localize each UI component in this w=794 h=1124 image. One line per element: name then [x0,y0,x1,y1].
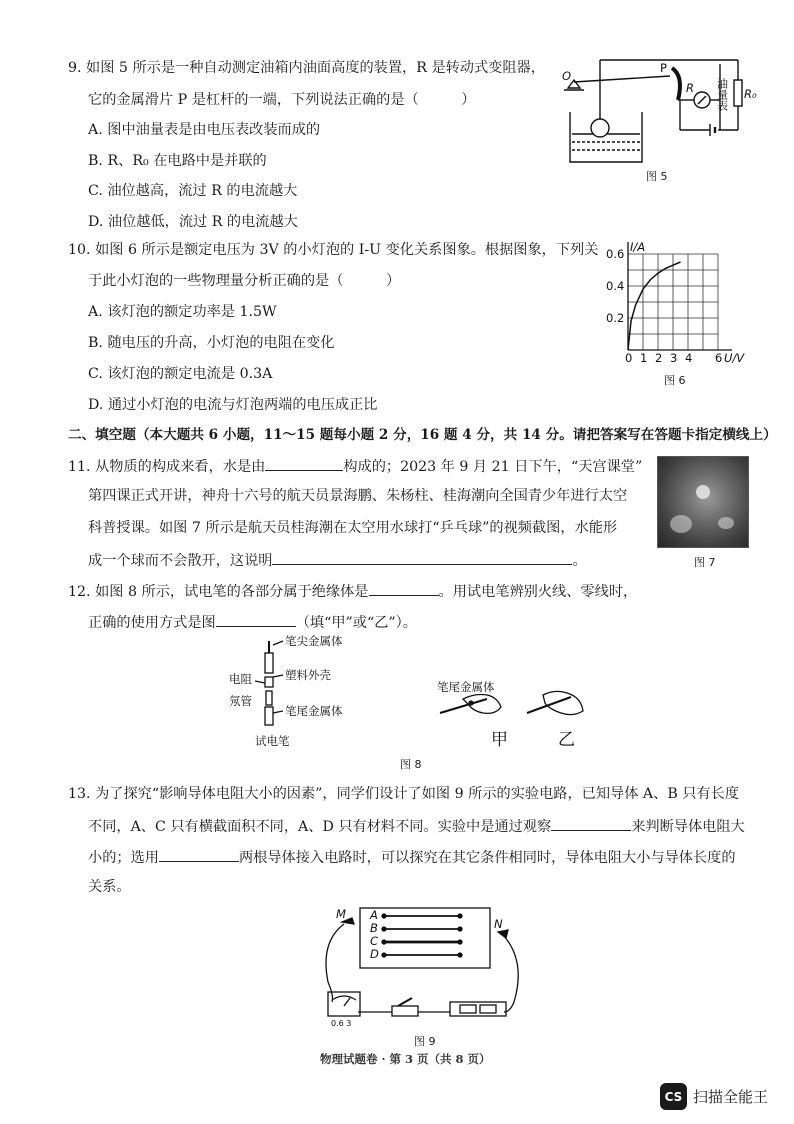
q9-stem-line2: 它的金属滑片 P 是杠杆的一端，下列说法正确的是（ ） [88,92,476,108]
q13-line2 [88,815,745,837]
q10-stem-line1: 10. 如图 6 所示是额定电压为 3V 的小灯泡的 I-U 变化关系图象。根据图象，下列关 [68,242,599,258]
fig8-label-yi: 乙 [558,730,575,750]
fig9-label-b: B [370,921,378,935]
page-footer: 物理试题卷 · 第 3 页（共 8 页） [320,1052,491,1066]
q12-blank-1[interactable] [369,580,439,596]
chart-x-tick-label: 4 [685,351,693,365]
fig9-label-c: C [370,934,379,948]
fig8-label-neon: 氖管 [229,694,252,708]
fig5-label-p: P [660,61,667,75]
chart-y-axis-label: I/A [630,240,646,254]
fig8-label-tail-2: 笔尾金属体 [437,680,495,694]
q9-stem-line1: 9. 如图 5 所示是一种自动测定油箱内油面高度的装置，R 是转动式变阻器， [68,60,545,76]
q13-blank-2[interactable] [159,846,239,862]
chart-x-tick-label: 3 [670,351,678,365]
fig8-label-jia: 甲 [491,730,508,750]
q10-stem-line2: 于此小灯泡的一些物理量分析正确的是（ ） [88,273,401,289]
chart-x-tick-label: 0 [625,351,633,365]
figure-9-circuit-diagram [300,902,540,1030]
fig5-label-r: R [686,81,694,95]
q11-blank-2[interactable] [272,549,572,565]
fig9-label-a: A [370,908,378,922]
q13-line3 [88,846,736,868]
q11-blank-1[interactable] [265,455,343,471]
q9-option-a: A. 图中油量表是由电压表改装而成的 [88,122,321,138]
fig8-label-pen: 试电笔 [255,734,290,748]
q13-line2-part1: 不同，A、C 只有横截面积不同，A、D 只有材料不同。实验中是通过观察 [88,819,552,835]
q13-line2-part2: 来判断导体电阻大 [631,819,745,835]
camscanner-logo-icon: CS [660,1083,687,1110]
fig8-label-tail: 笔尾金属体 [285,704,343,718]
q11-line2: 第四课正式开讲，神舟十六号的航天员景海鹏、朱杨柱、桂海潮向全国青少年进行太空 [88,488,628,504]
photo-highlight [718,517,734,529]
figure-8-caption: 图 8 [400,758,422,771]
fig8-label-shell: 塑料外壳 [285,668,331,682]
q11-line4 [88,549,587,571]
chart-y-tick-label: 0.4 [606,279,625,293]
chart-y-tick-label: 0.2 [606,311,625,325]
q9-option-c: C. 油位越高，流过 R 的电流越大 [88,183,298,199]
fig5-label-gauge: 油量表 [715,78,729,111]
q11-line3: 科普授课。如图 7 所示是航天员桂海潮在太空用水球打“乒乓球”的视频截图，水能形 [88,520,618,536]
fig8-label-resistor: 电阻 [229,672,252,686]
fig5-label-o: O [562,69,572,83]
q10-option-b: B. 随电压的升高，小灯泡的电阻在变化 [88,335,335,351]
fig9-label-m: M [336,907,346,921]
q9-option-b: B. R、R₀ 在电路中是并联的 [88,153,267,169]
fig9-ammeter-scale: 0.6 3 [331,1019,352,1028]
q12-line1 [68,580,637,602]
q12-line1-part2: 。用试电笔辨别火线、零线时， [438,584,638,600]
q13-line4: 关系。 [88,879,131,895]
q10-option-d: D. 通过小灯泡的电流与灯泡两端的电压成正比 [88,397,378,413]
q13-line3-part2: 两根导体接入电路时，可以探究在其它条件相同时，导体电阻大小与导体长度的 [238,850,736,866]
q12-blank-2[interactable] [216,611,296,627]
chart-y-tick-label: 0.6 [606,247,625,261]
chart-x-tick-label: 6 [715,351,723,365]
fig8-label-tip: 笔尖金属体 [285,634,343,648]
fig9-label-n: N [494,917,503,931]
q12-line1-part1: 12. 如图 8 所示，试电笔的各部分属于绝缘体是 [68,584,369,600]
fig9-label-d: D [370,947,379,961]
q10-option-c: C. 该灯泡的额定电流是 0.3A [88,366,273,382]
figure-9-caption: 图 9 [414,1035,436,1048]
chart-x-axis-label: U/V [724,351,745,365]
chart-x-tick-label: 2 [655,351,663,365]
q13-line3-part1: 小的；选用 [88,850,159,866]
q11-line4-part1: 成一个球而不会散开，这说明 [88,553,273,569]
q11-line1-part1: 11. 从物质的构成来看，水是由 [68,459,266,475]
q11-line1-part2: 构成的；2023 年 9 月 21 日下午，“天宫课堂” [343,459,643,475]
figure-5-caption: 图 5 [646,170,668,183]
q9-option-d: D. 油位越低，流过 R 的电流越大 [88,214,298,230]
q11-line4-part2: 。 [572,553,587,569]
scanner-watermark [660,1083,768,1110]
q13-line1: 13. 为了探究“影响导体电阻大小的因素”，同学们设计了如图 9 所示的实验电路，已知导体 A、B 只有长度 [68,786,740,802]
figure-6-iu-chart [600,238,760,368]
chart-x-tick-label: 1 [640,351,648,365]
q10-option-a: A. 该灯泡的额定功率是 1.5W [88,304,277,320]
q12-line2-part1: 正确的使用方式是图 [88,615,216,631]
figure-8-test-pen-diagram [225,633,605,753]
section-2-heading: 二、填空题（本大题共 6 小题，11～15 题每小题 2 分，16 题 4 分，共 14 分。请把答案写在答题卡指定横线上） [68,427,777,443]
figure-7-caption: 图 7 [694,556,716,569]
figure-7-photo [657,456,749,548]
q12-line2 [88,611,417,633]
scanner-app-name: 扫描全能王 [693,1088,769,1106]
water-ball [696,485,710,499]
q13-blank-1[interactable] [551,815,631,831]
figure-6-caption: 图 6 [664,374,686,387]
q12-line2-part2: （填“甲”或“乙”）。 [295,615,417,631]
photo-highlight [670,515,692,533]
q11-line1 [68,455,642,477]
figure-5-oil-gauge-diagram [560,50,760,180]
fig5-label-r0: R₀ [744,87,757,101]
